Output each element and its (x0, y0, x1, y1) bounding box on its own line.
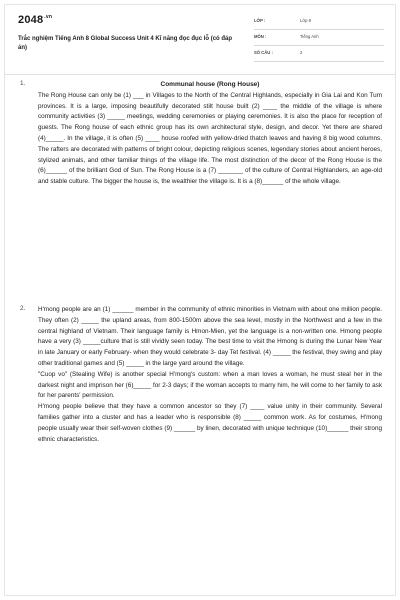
logo-suffix: .vn (44, 14, 53, 21)
meta-row-class (254, 14, 384, 30)
meta-row-question-count (254, 46, 384, 62)
document-header (18, 12, 384, 72)
question-body (38, 305, 382, 445)
question-1 (20, 80, 382, 188)
meta-value: 2 (300, 50, 303, 55)
logo-text: 2048 (18, 14, 44, 26)
question-number: 2. (20, 305, 26, 312)
passage-paragraph: "Cuop vo" (Stealing Wife) is another special H'mong's custom: when a man loves a woman, he must steal her in the darkest night and imprison her (6)_____ for 2-3 days; if the woman accepts to marry him, he will come to her family to ask for her parents' permission. (38, 370, 382, 400)
site-logo[interactable] (18, 14, 52, 26)
passage-paragraph: H'mong people believe that they have a common ancestor so they (7) ____ value unity in their community. Several families gather into a cluster and has a leader who is responsible (8) _____ common work. As for costumes, H'mong people usually wear their self-woven clothes (9) ______ by linen, decorated with unique technique (10)______ their strong ethnic characteristics. (38, 403, 382, 443)
question-number: 1. (20, 80, 26, 87)
meta-label: MÔN : (254, 34, 267, 39)
meta-row-subject (254, 30, 384, 46)
meta-value: Tiếng Anh (300, 34, 319, 39)
meta-label: SỐ CÂU : (254, 50, 273, 55)
meta-value: Lớp 8 (300, 18, 311, 23)
question-body (38, 80, 382, 188)
meta-label: LỚP : (254, 18, 266, 23)
meta-table (254, 14, 384, 62)
question-2 (20, 305, 382, 445)
passage-heading: Communal house (Rong House) (160, 81, 260, 88)
header-divider (4, 74, 396, 75)
document-title: Trắc nghiệm Tiếng Anh 8 Global Success Unit 4 Kĩ năng đọc đục lỗ (có đáp án) (18, 36, 233, 51)
passage-paragraph: The Rong House can only be (1) ___ in Villages to the North of the Central Highlands, especially in Gia Lai and Kon Tum provinces. It is a large, imposing beautifully decorated stilt house built (2) ____ the middle of the village is where community activities (3) _____ meetings, wedding ceremonies or playing ceremonies. It is also the place for reception of guests. The Rong house of each ethnic group has its own architectural style, design, and decor. Yet there are shared (4)_____. In the village, it is often (5) ____ house roofed with yellow-dried thatch leaves and having 8 big wood columns. The rafters are decorated with patterns of bright colour, depicting religious scenes, legendary stories about ancient heroes, stylized animals, and other familiar things of the village life. The most distinction of the decor of the Rong House is the (6)______ of the brilliant God of Sun. The Rong House is a (7) _______ of the culture of Central Highlanders, an age-old and stable culture. The bigger the house is, the wealthier the village is. It is a (8)______ of the whole village. (38, 91, 382, 186)
passage-paragraph: H'mong people are an (1) ______ member in the community of ethnic minorities in Vietnam with about one million people. They often (2) _____ the upland areas, from 800-1500m above the sea level, mostly in the Northwest and a few in the central highland of Vietnam. Their language family is Hmon-Mien, yet the language is a non-written one. Hmong people have a very (3) _____culture that is still vividly seen today. The best time to visit the Hmong is during the Lunar New Year in late January or early February- when they would celebrate 3- day Tet festival. (4) _____ the festival, they swing and play other traditional games and (5) _____ in the large yard around the village. (38, 306, 382, 367)
